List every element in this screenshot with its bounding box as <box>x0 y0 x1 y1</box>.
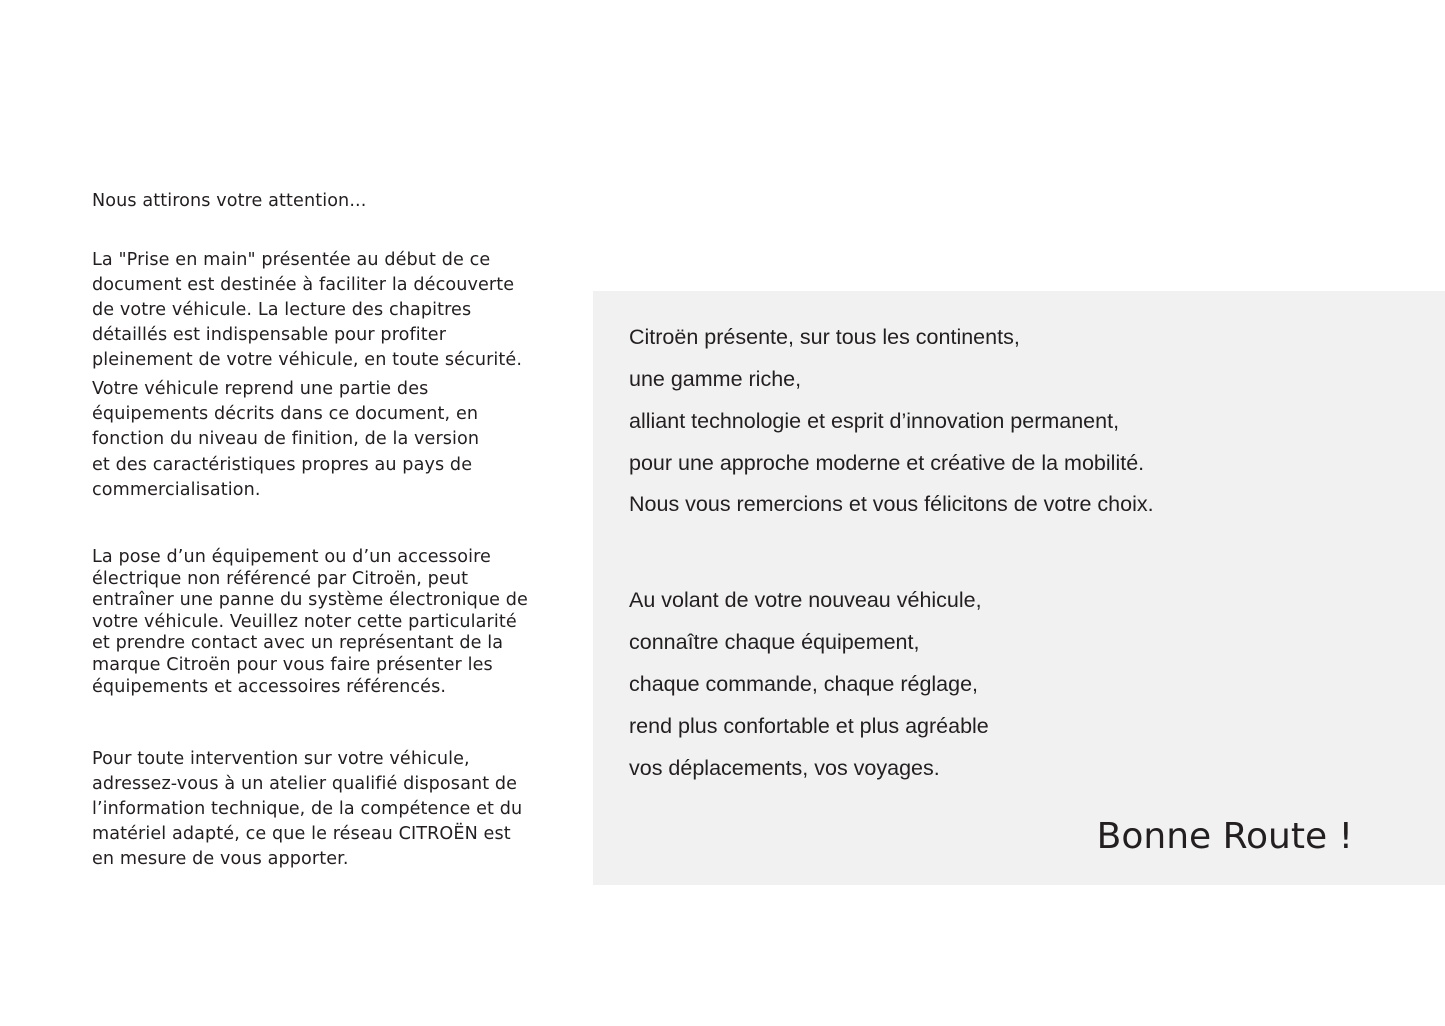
stanza-line: une gamme riche, <box>629 367 802 391</box>
paragraph-line: commercialisation. <box>92 480 261 500</box>
paragraph-line: et des caractéristiques propres au pays de <box>92 455 473 475</box>
stanza-line: chaque commande, chaque réglage, <box>629 672 979 696</box>
stanza-line: connaître chaque équipement, <box>629 630 920 654</box>
paragraph-line: électrique non référencé par Citroën, peut <box>92 569 469 589</box>
paragraph-line: adressez-vous à un atelier qualifié disposant de <box>92 774 518 794</box>
stanza-line: Nous vous remercions et vous félicitons de votre choix. <box>629 492 1154 516</box>
paragraph-line: détaillés est indispensable pour profiter <box>92 325 447 345</box>
paragraph-line: La "Prise en main" présentée au début de ce <box>92 250 491 270</box>
stanza-line: Au volant de votre nouveau véhicule, <box>629 588 982 612</box>
stanza-line: alliant technologie et esprit d’innovation permanent, <box>629 409 1120 433</box>
attention-heading: Nous attirons votre attention... <box>92 191 367 211</box>
stanza-line: pour une approche moderne et créative de la mobilité. <box>629 451 1145 475</box>
paragraph-line: marque Citroën pour vous faire présenter les <box>92 655 493 675</box>
paragraph-line: en mesure de vous apporter. <box>92 849 349 869</box>
paragraph-line: de votre véhicule. La lecture des chapitres <box>92 300 472 320</box>
paragraph-line: La pose d’un équipement ou d’un accessoire <box>92 547 491 567</box>
paragraph-line: Pour toute intervention sur votre véhicule, <box>92 749 470 769</box>
paragraph-line: votre véhicule. Veuillez noter cette particularité <box>92 612 517 632</box>
paragraph-line: entraîner une panne du système électronique de <box>92 590 528 610</box>
stanza-line: rend plus confortable et plus agréable <box>629 714 989 738</box>
closing-greeting: Bonne Route ! <box>1096 816 1353 857</box>
paragraph-line: fonction du niveau de finition, de la version <box>92 429 480 449</box>
paragraph-line: l’information technique, de la compétence et du <box>92 799 523 819</box>
welcome-panel <box>593 291 1445 885</box>
stanza-line: vos déplacements, vos voyages. <box>629 756 940 780</box>
paragraph-line: matériel adapté, ce que le réseau CITROËN est <box>92 824 511 844</box>
paragraph-line: pleinement de votre véhicule, en toute sécurité. <box>92 350 523 370</box>
paragraph-line: et prendre contact avec un représentant de la <box>92 633 504 653</box>
paragraph-line: équipements et accessoires référencés. <box>92 677 447 697</box>
paragraph-line: document est destinée à faciliter la découverte <box>92 275 515 295</box>
paragraph-line: Votre véhicule reprend une partie des <box>92 379 429 399</box>
stanza-line: Citroën présente, sur tous les continents, <box>629 325 1020 349</box>
paragraph-line: équipements décrits dans ce document, en <box>92 404 479 424</box>
